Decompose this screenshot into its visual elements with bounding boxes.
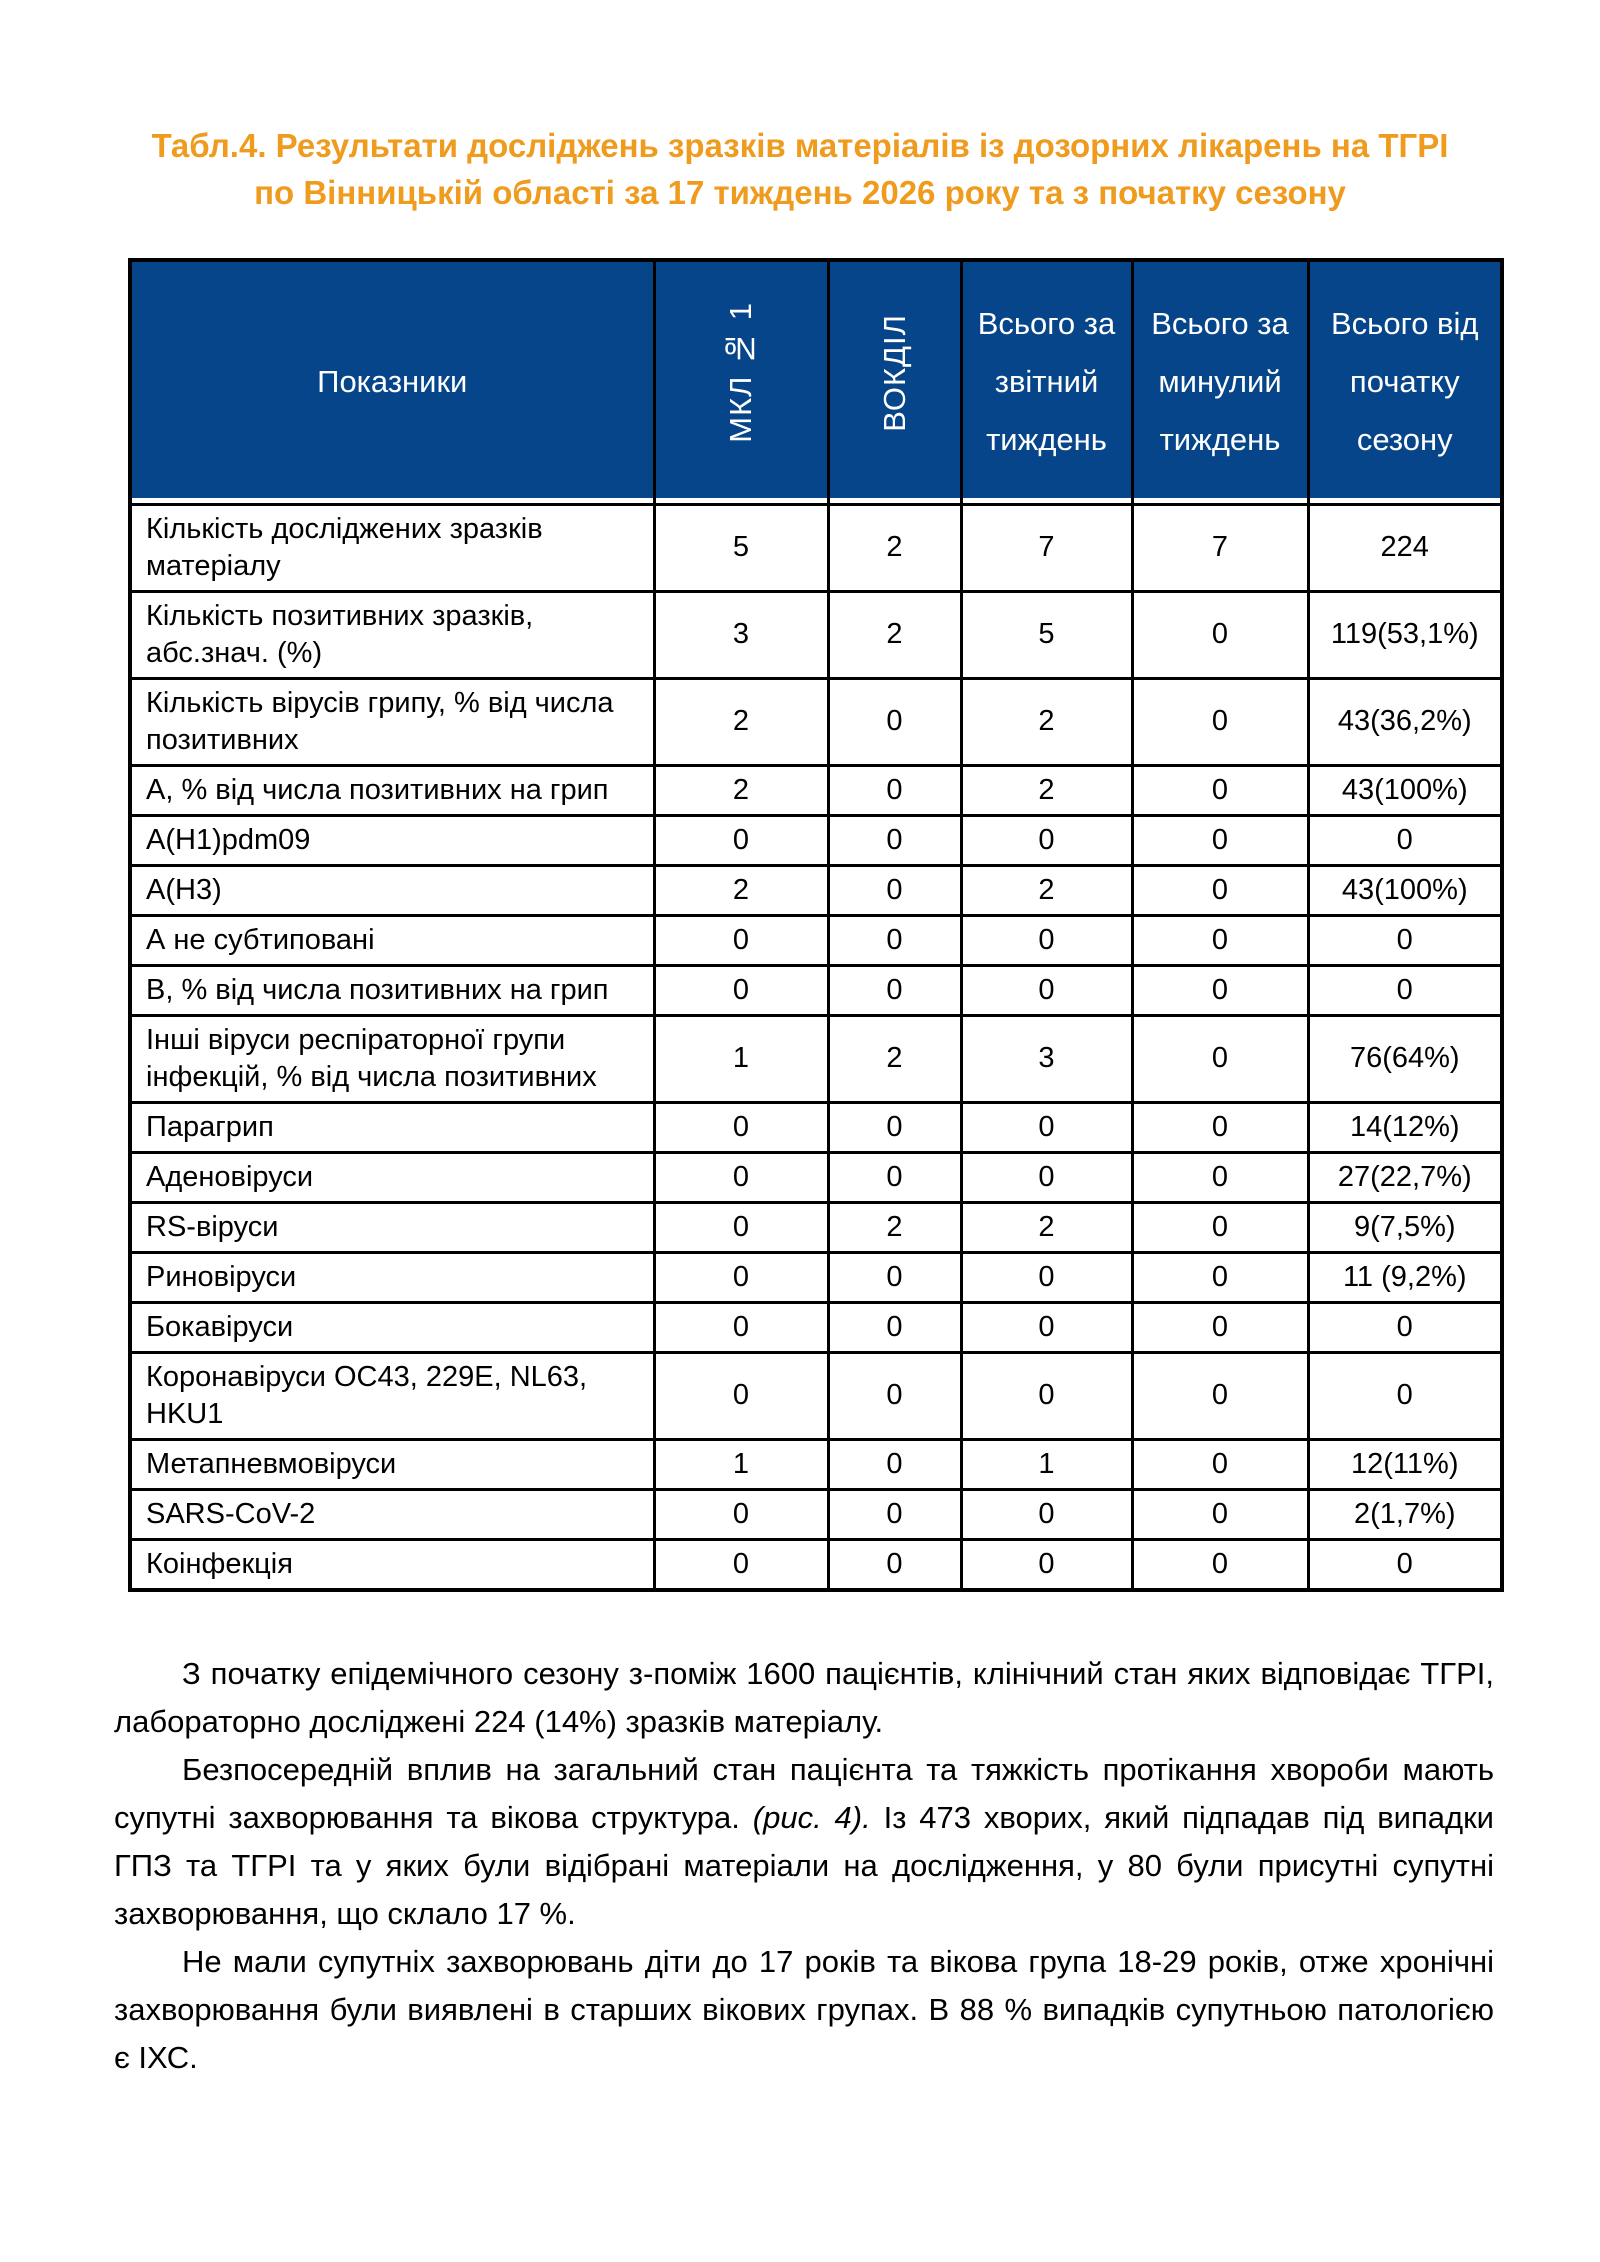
paragraph-2-figure-ref: (рис. 4). <box>752 1799 871 1835</box>
table-row <box>130 1352 1502 1439</box>
row-value: 1 <box>654 1015 828 1102</box>
row-value: 0 <box>961 815 1132 865</box>
row-value: 2(1,7%) <box>1308 1489 1502 1539</box>
row-value: 0 <box>828 1302 961 1352</box>
table-row <box>130 1015 1502 1102</box>
row-value: 0 <box>1132 865 1308 915</box>
header-total-previous-week: Всього за минулий тиждень <box>1132 260 1308 504</box>
body-text <box>114 1650 1494 2082</box>
row-value: 0 <box>1308 915 1502 965</box>
row-value: 0 <box>1132 1539 1308 1590</box>
row-value: 0 <box>654 1302 828 1352</box>
paragraph-2-start: Безпосередній вплив на загальний стан пацієнта та тяжкість протікання хвороби мають супутні захворювання та вікова структура. <box>114 1751 1494 1835</box>
row-value: 0 <box>1132 1439 1308 1489</box>
row-label: Коронавіруси OC43, 229E, NL63, HKU1 <box>130 1352 654 1439</box>
header-row <box>130 260 1502 504</box>
row-value: 0 <box>828 815 961 865</box>
row-value: 0 <box>654 1252 828 1302</box>
table-caption: Табл.4. Результати досліджень зразків матеріалів із дозорних лікарень на ТГРІ по Вінницькій області за 17 тиждень 2026 року та з початку сезону <box>151 127 1449 211</box>
row-value: 0 <box>828 1489 961 1539</box>
row-value: 0 <box>961 1539 1132 1590</box>
header-mkl-1 <box>654 260 828 504</box>
row-value: 2 <box>828 504 961 591</box>
table-row <box>130 1489 1502 1539</box>
header-total-report-week: Всього за звітний тиждень <box>961 260 1132 504</box>
table-row <box>130 1202 1502 1252</box>
row-value: 0 <box>961 965 1132 1015</box>
row-value: 0 <box>1132 915 1308 965</box>
row-value: 0 <box>961 1352 1132 1439</box>
row-value: 224 <box>1308 504 1502 591</box>
row-label: Коінфекція <box>130 1539 654 1590</box>
row-value: 0 <box>828 1539 961 1590</box>
row-value: 2 <box>654 865 828 915</box>
results-table <box>128 258 1504 1592</box>
header-mkl-1-label: МКЛ № 1 <box>723 302 758 444</box>
row-value: 11 (9,2%) <box>1308 1252 1502 1302</box>
row-value: 76(64%) <box>1308 1015 1502 1102</box>
row-label: A(H1)pdm09 <box>130 815 654 865</box>
row-value: 0 <box>828 678 961 765</box>
row-value: 0 <box>1308 1302 1502 1352</box>
row-value: 2 <box>961 765 1132 815</box>
table-row <box>130 765 1502 815</box>
table-row <box>130 1102 1502 1152</box>
row-value: 0 <box>961 1102 1132 1152</box>
table-row <box>130 965 1502 1015</box>
row-value: 0 <box>654 1352 828 1439</box>
row-value: 0 <box>1308 815 1502 865</box>
table-row <box>130 865 1502 915</box>
header-total-season: Всього від початку сезону <box>1308 260 1502 504</box>
row-value: 0 <box>828 765 961 815</box>
row-value: 1 <box>654 1439 828 1489</box>
row-value: 3 <box>961 1015 1132 1102</box>
row-label: В, % від числа позитивних на грип <box>130 965 654 1015</box>
table-row <box>130 678 1502 765</box>
row-value: 0 <box>654 965 828 1015</box>
table-row <box>130 1152 1502 1202</box>
row-value: 0 <box>961 1252 1132 1302</box>
row-value: 0 <box>828 1352 961 1439</box>
table-row <box>130 915 1502 965</box>
row-value: 43(100%) <box>1308 765 1502 815</box>
header-indicators: Показники <box>130 260 654 504</box>
row-value: 0 <box>1132 1202 1308 1252</box>
paragraph-2 <box>114 1746 1494 1938</box>
row-label: SARS-CoV-2 <box>130 1489 654 1539</box>
row-label: Аденовіруси <box>130 1152 654 1202</box>
row-value: 0 <box>828 1439 961 1489</box>
table-row <box>130 1252 1502 1302</box>
row-value: 0 <box>1132 1489 1308 1539</box>
table-row <box>130 815 1502 865</box>
row-value: 12(11%) <box>1308 1439 1502 1489</box>
table-row <box>130 1302 1502 1352</box>
row-value: 0 <box>1132 1252 1308 1302</box>
row-label: A(H3) <box>130 865 654 915</box>
row-label: Кількість досліджених зразків матеріалу <box>130 504 654 591</box>
row-value: 0 <box>961 1489 1132 1539</box>
header-vokdil-label: ВОКДІЛ <box>876 313 912 432</box>
row-value: 0 <box>1132 1015 1308 1102</box>
paragraph-1: З початку епідемічного сезону з-поміж 1600 пацієнтів, клінічний стан яких відповідає ТГРІ, лабораторно досліджені 224 (14%) зразків матеріалу. <box>114 1655 1494 1739</box>
row-label: Метапневмовіруси <box>130 1439 654 1489</box>
row-value: 27(22,7%) <box>1308 1152 1502 1202</box>
row-value: 0 <box>1132 815 1308 865</box>
row-label: А не субтиповані <box>130 915 654 965</box>
row-value: 0 <box>828 1252 961 1302</box>
row-value: 0 <box>961 915 1132 965</box>
row-value: 0 <box>1132 1102 1308 1152</box>
row-value: 0 <box>1132 591 1308 678</box>
row-value: 14(12%) <box>1308 1102 1502 1152</box>
row-label: А, % від числа позитивних на грип <box>130 765 654 815</box>
row-value: 2 <box>961 865 1132 915</box>
results-table-header <box>130 260 1502 504</box>
results-table-body <box>130 504 1502 1590</box>
paragraph-3: Не мали супутніх захворювань діти до 17 років та вікова група 18-29 років, отже хронічні захворювання були виявлені в старших вікових групах. В 88 % випадків супутньою патологією є ІХС. <box>114 1943 1494 2075</box>
row-value: 0 <box>1132 1352 1308 1439</box>
row-value: 0 <box>961 1302 1132 1352</box>
row-value: 0 <box>654 1102 828 1152</box>
row-value: 7 <box>961 504 1132 591</box>
row-label: RS-віруси <box>130 1202 654 1252</box>
row-value: 0 <box>828 865 961 915</box>
row-value: 0 <box>828 1152 961 1202</box>
row-value: 0 <box>1308 1352 1502 1439</box>
row-label: Інші віруси респіраторної групи інфекцій, % від числа позитивних <box>130 1015 654 1102</box>
row-value: 119(53,1%) <box>1308 591 1502 678</box>
row-label: Кількість позитивних зразків, абс.знач. (%) <box>130 591 654 678</box>
row-value: 0 <box>1132 678 1308 765</box>
row-value: 0 <box>654 1202 828 1252</box>
row-value: 0 <box>961 1152 1132 1202</box>
row-value: 1 <box>961 1439 1132 1489</box>
row-value: 43(36,2%) <box>1308 678 1502 765</box>
header-vokdil <box>828 260 961 504</box>
row-value: 43(100%) <box>1308 865 1502 915</box>
row-value: 2 <box>961 1202 1132 1252</box>
row-value: 0 <box>1308 965 1502 1015</box>
row-value: 0 <box>828 965 961 1015</box>
row-value: 0 <box>828 915 961 965</box>
row-value: 0 <box>1308 1539 1502 1590</box>
row-value: 0 <box>1132 1152 1308 1202</box>
row-value: 0 <box>1132 965 1308 1015</box>
row-value: 5 <box>961 591 1132 678</box>
row-value: 3 <box>654 591 828 678</box>
row-label: Риновіруси <box>130 1252 654 1302</box>
row-value: 0 <box>654 1489 828 1539</box>
row-value: 2 <box>828 1202 961 1252</box>
table-row <box>130 591 1502 678</box>
paragraph-2-end: Із 473 хворих, який підпадав під випадки ГПЗ та ТГРІ та у яких були відібрані матеріали на дослідження, у 80 були присутні супутні захворювання, що склало 17 %. <box>114 1799 1494 1931</box>
row-value: 0 <box>828 1102 961 1152</box>
row-label: Бокавіруси <box>130 1302 654 1352</box>
row-value: 2 <box>654 765 828 815</box>
table-row <box>130 504 1502 591</box>
row-value: 0 <box>1132 765 1308 815</box>
row-value: 2 <box>961 678 1132 765</box>
row-value: 0 <box>1132 1302 1308 1352</box>
row-label: Кількість вірусів грипу, % від числа позитивних <box>130 678 654 765</box>
row-value: 0 <box>654 915 828 965</box>
row-value: 2 <box>828 591 961 678</box>
row-value: 0 <box>654 1539 828 1590</box>
row-value: 5 <box>654 504 828 591</box>
row-value: 0 <box>654 1152 828 1202</box>
table-row <box>130 1539 1502 1590</box>
row-value: 2 <box>654 678 828 765</box>
row-value: 9(7,5%) <box>1308 1202 1502 1252</box>
row-value: 7 <box>1132 504 1308 591</box>
row-label: Парагрип <box>130 1102 654 1152</box>
table-row <box>130 1439 1502 1489</box>
row-value: 0 <box>654 815 828 865</box>
row-value: 2 <box>828 1015 961 1102</box>
